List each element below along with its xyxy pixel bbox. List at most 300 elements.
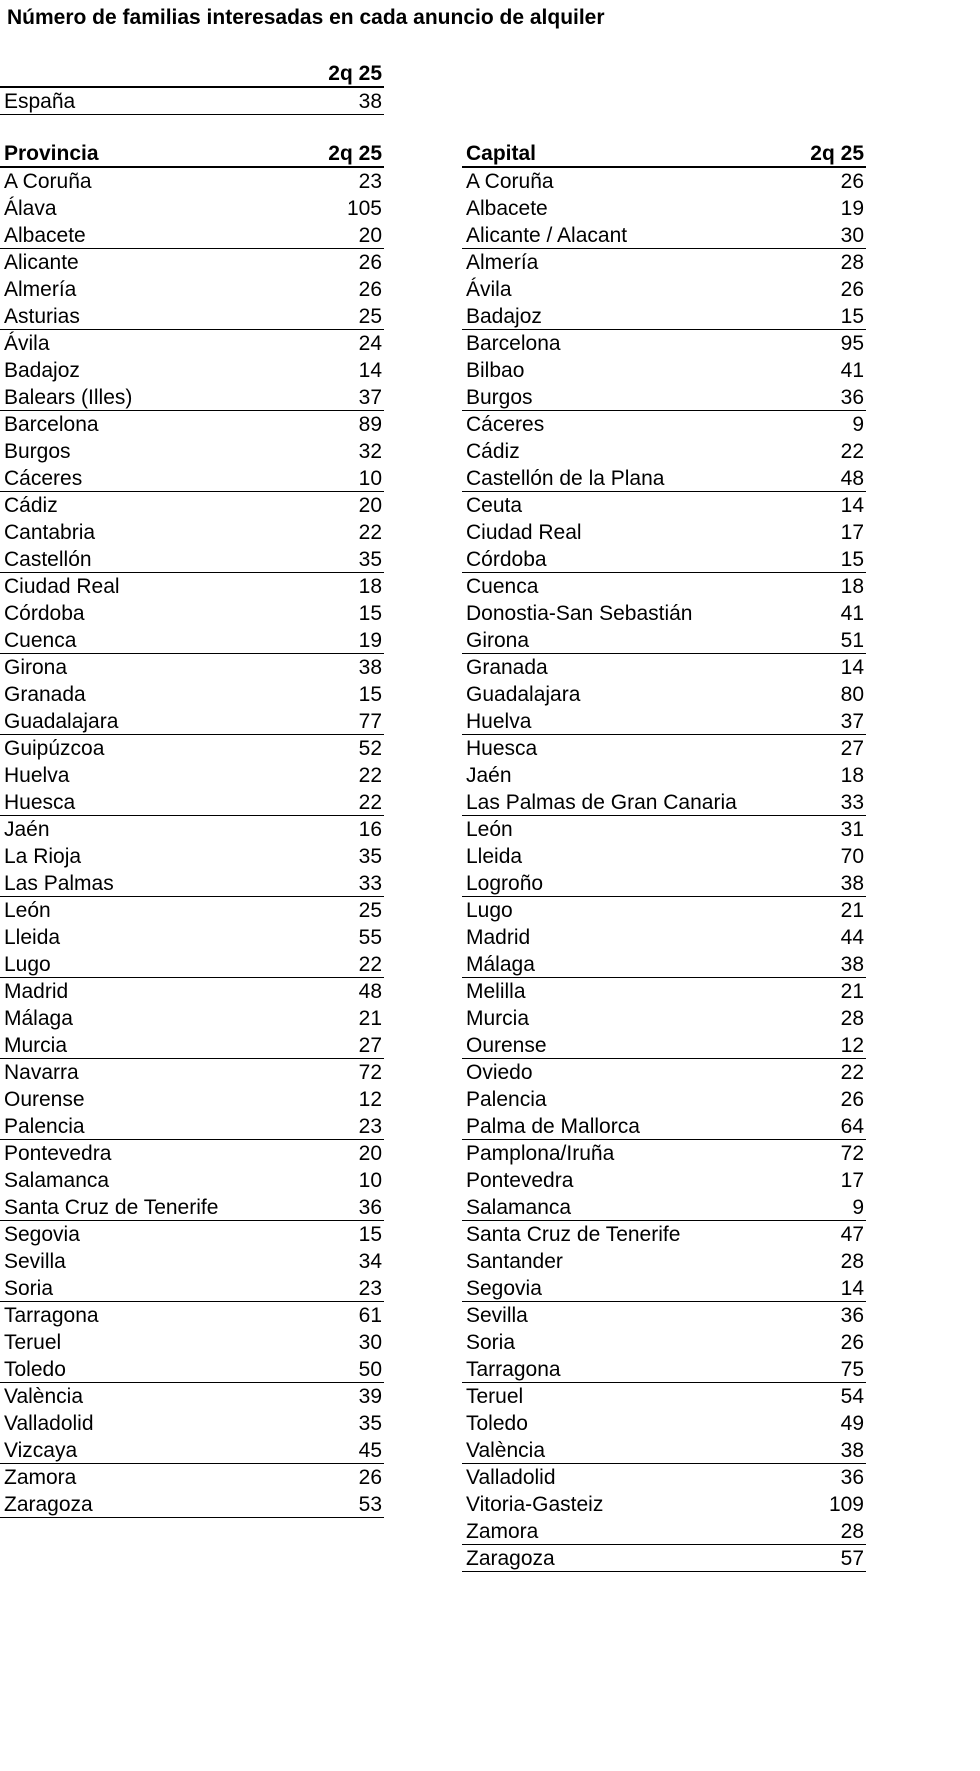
row-name: A Coruña xyxy=(4,170,92,193)
row-value: 70 xyxy=(840,845,864,868)
table-row xyxy=(462,735,866,762)
table-row xyxy=(0,411,384,438)
row-name: Girona xyxy=(4,656,68,679)
table-row xyxy=(0,843,384,870)
table-row xyxy=(462,1113,866,1140)
row-value: 20 xyxy=(358,223,382,247)
row-value: 14 xyxy=(358,359,382,382)
row-value: 9 xyxy=(852,1195,864,1219)
row-name: Guadalajara xyxy=(4,709,119,733)
table-row xyxy=(462,843,866,870)
row-name: Zaragoza xyxy=(466,1546,555,1570)
capital-header-row xyxy=(462,140,866,168)
row-name: Cuenca xyxy=(4,628,77,652)
row-name: Toledo xyxy=(4,1357,66,1381)
row-name: Zamora xyxy=(4,1466,77,1489)
row-value: 39 xyxy=(358,1385,382,1408)
table-row xyxy=(0,303,384,330)
table-row xyxy=(462,1383,866,1410)
table-row xyxy=(0,708,384,735)
table-row xyxy=(0,492,384,519)
table-row xyxy=(0,1005,384,1032)
provincia-table xyxy=(0,140,384,1518)
table-row xyxy=(0,1221,384,1248)
table-row xyxy=(0,951,384,978)
row-value: 26 xyxy=(358,1466,382,1489)
capital-table xyxy=(462,140,866,1572)
table-row xyxy=(0,1437,384,1464)
table-row xyxy=(0,681,384,708)
row-value: 37 xyxy=(358,385,382,409)
row-value: 22 xyxy=(358,952,382,976)
row-name: Segovia xyxy=(4,1223,80,1246)
row-value: 89 xyxy=(358,413,382,436)
table-row xyxy=(0,546,384,573)
row-value: 31 xyxy=(840,818,864,841)
row-value: 28 xyxy=(840,1519,864,1543)
table-row xyxy=(0,762,384,789)
table-row xyxy=(462,1356,866,1383)
row-value: 33 xyxy=(358,871,382,895)
row-name: Alicante xyxy=(4,251,79,274)
table-row xyxy=(0,1113,384,1140)
row-value: 33 xyxy=(840,790,864,814)
row-value: 15 xyxy=(358,602,382,625)
row-value: 21 xyxy=(840,980,864,1003)
row-value: 23 xyxy=(358,1114,382,1138)
row-name: Jaén xyxy=(4,818,50,841)
row-name: Huesca xyxy=(466,737,538,760)
row-value: 15 xyxy=(840,304,864,328)
row-value: 21 xyxy=(840,899,864,922)
row-name: Valladolid xyxy=(466,1466,556,1489)
row-name: València xyxy=(466,1438,545,1462)
row-name: Girona xyxy=(466,628,530,652)
row-value: 109 xyxy=(828,1493,864,1516)
row-value: 50 xyxy=(358,1357,382,1381)
row-value: 15 xyxy=(840,547,864,571)
row-value: 53 xyxy=(358,1492,382,1516)
row-name: Pamplona/Iruña xyxy=(466,1142,615,1165)
table-row xyxy=(462,1437,866,1464)
table-row xyxy=(462,951,866,978)
row-value: 36 xyxy=(840,1466,864,1489)
row-value: 44 xyxy=(840,926,864,949)
table-row xyxy=(462,195,866,222)
table-row xyxy=(0,924,384,951)
table-row xyxy=(462,789,866,816)
row-value: 24 xyxy=(358,332,382,355)
row-value: 51 xyxy=(840,628,864,652)
row-value: 26 xyxy=(840,1331,864,1354)
row-value: 38 xyxy=(840,871,864,895)
row-value: 20 xyxy=(358,494,382,517)
row-value: 23 xyxy=(358,170,382,193)
row-name: Cuenca xyxy=(466,575,539,598)
table-row xyxy=(0,978,384,1005)
row-value: 30 xyxy=(840,223,864,247)
provincia-header-value: 2q 25 xyxy=(328,141,382,165)
table-row xyxy=(462,573,866,600)
row-value: 37 xyxy=(840,709,864,733)
provincia-header-row xyxy=(0,140,384,168)
table-row xyxy=(462,762,866,789)
row-value: 72 xyxy=(840,1142,864,1165)
spain-value: 38 xyxy=(358,89,382,113)
row-name: Cantabria xyxy=(4,521,96,544)
table-row xyxy=(0,1194,384,1221)
row-value: 27 xyxy=(358,1033,382,1057)
row-value: 95 xyxy=(840,332,864,355)
row-name: Ávila xyxy=(466,278,512,301)
row-name: Vitoria-Gasteiz xyxy=(466,1493,604,1516)
row-name: Las Palmas de Gran Canaria xyxy=(466,790,737,814)
row-value: 15 xyxy=(358,683,382,706)
table-row xyxy=(462,1329,866,1356)
table-row xyxy=(462,681,866,708)
provincia-table-body xyxy=(0,168,384,1518)
row-name: Santa Cruz de Tenerife xyxy=(466,1223,681,1246)
table-row xyxy=(0,1167,384,1194)
row-value: 35 xyxy=(358,845,382,868)
row-name: Albacete xyxy=(4,223,86,247)
table-row xyxy=(0,1329,384,1356)
row-name: Palencia xyxy=(466,1088,547,1111)
table-row xyxy=(0,249,384,276)
row-name: Zamora xyxy=(466,1519,539,1543)
row-value: 27 xyxy=(840,737,864,760)
spain-name: España xyxy=(4,89,76,113)
row-value: 55 xyxy=(358,926,382,949)
row-name: Sevilla xyxy=(4,1250,66,1273)
row-name: La Rioja xyxy=(4,845,82,868)
row-name: Huelva xyxy=(466,709,532,733)
row-name: Santa Cruz de Tenerife xyxy=(4,1195,219,1219)
row-name: Valladolid xyxy=(4,1412,94,1435)
table-row xyxy=(0,195,384,222)
table-row xyxy=(0,1464,384,1491)
row-value: 54 xyxy=(840,1385,864,1408)
table-row xyxy=(462,384,866,411)
table-row xyxy=(462,1302,866,1329)
row-value: 28 xyxy=(840,1007,864,1030)
table-row xyxy=(462,276,866,303)
row-name: Donostia-San Sebastián xyxy=(466,602,693,625)
row-name: Bilbao xyxy=(466,359,525,382)
row-value: 25 xyxy=(358,304,382,328)
table-row xyxy=(0,600,384,627)
row-name: Ourense xyxy=(466,1033,547,1057)
row-name: Teruel xyxy=(466,1385,524,1408)
row-name: Soria xyxy=(466,1331,516,1354)
row-value: 19 xyxy=(358,628,382,652)
table-row xyxy=(462,222,866,249)
row-value: 22 xyxy=(840,1061,864,1084)
row-value: 17 xyxy=(840,1169,864,1192)
table-row xyxy=(0,357,384,384)
table-row xyxy=(462,411,866,438)
row-name: Ourense xyxy=(4,1088,85,1111)
row-name: Cáceres xyxy=(4,466,83,490)
row-value: 28 xyxy=(840,1250,864,1273)
row-name: Badajoz xyxy=(4,359,80,382)
table-row xyxy=(462,492,866,519)
row-value: 12 xyxy=(358,1088,382,1111)
row-name: Álava xyxy=(4,197,57,220)
row-value: 14 xyxy=(840,656,864,679)
row-value: 77 xyxy=(358,709,382,733)
table-row xyxy=(0,465,384,492)
table-row xyxy=(462,870,866,897)
table-row xyxy=(0,438,384,465)
table-row xyxy=(462,1410,866,1437)
row-name: Lugo xyxy=(466,899,513,922)
row-value: 18 xyxy=(840,575,864,598)
row-name: Alicante / Alacant xyxy=(466,223,628,247)
row-value: 25 xyxy=(358,899,382,922)
row-value: 61 xyxy=(358,1304,382,1327)
row-name: Las Palmas xyxy=(4,871,114,895)
row-name: Murcia xyxy=(4,1033,68,1057)
table-row xyxy=(0,1302,384,1329)
row-name: Pontevedra xyxy=(4,1142,112,1165)
row-name: Palma de Mallorca xyxy=(466,1114,640,1138)
row-name: Cáceres xyxy=(466,413,545,436)
row-name: Guipúzcoa xyxy=(4,737,105,760)
table-row xyxy=(462,330,866,357)
table-row xyxy=(0,573,384,600)
row-name: Ávila xyxy=(4,332,50,355)
row-name: Toledo xyxy=(466,1412,528,1435)
table-row xyxy=(462,1275,866,1302)
row-value: 17 xyxy=(840,521,864,544)
table-row xyxy=(462,897,866,924)
table-row xyxy=(0,1410,384,1437)
row-value: 21 xyxy=(358,1007,382,1030)
table-row xyxy=(462,249,866,276)
row-name: Almería xyxy=(4,278,77,301)
row-name: Jaén xyxy=(466,764,512,787)
provincia-header-name: Provincia xyxy=(4,141,99,165)
spain-table xyxy=(0,60,384,115)
row-name: Huelva xyxy=(4,764,70,787)
row-value: 22 xyxy=(840,440,864,463)
row-name: Salamanca xyxy=(466,1195,572,1219)
table-row xyxy=(0,897,384,924)
table-row xyxy=(462,708,866,735)
row-name: Lleida xyxy=(4,926,61,949)
table-row xyxy=(462,1545,866,1572)
row-name: León xyxy=(4,899,51,922)
table-row xyxy=(0,735,384,762)
table-row xyxy=(0,1248,384,1275)
row-value: 22 xyxy=(358,790,382,814)
row-name: Madrid xyxy=(4,980,69,1003)
row-name: Murcia xyxy=(466,1007,530,1030)
table-row xyxy=(0,654,384,681)
row-name: Pontevedra xyxy=(466,1169,574,1192)
row-name: Ciudad Real xyxy=(4,575,120,598)
table-row xyxy=(462,1005,866,1032)
row-name: Segovia xyxy=(466,1276,542,1300)
row-name: Teruel xyxy=(4,1331,62,1354)
spain-row xyxy=(0,88,384,115)
table-row xyxy=(0,384,384,411)
row-value: 75 xyxy=(840,1357,864,1381)
row-name: Palencia xyxy=(4,1114,85,1138)
table-row xyxy=(462,600,866,627)
table-row xyxy=(462,1464,866,1491)
table-row xyxy=(0,222,384,249)
table-row xyxy=(0,330,384,357)
row-value: 38 xyxy=(840,1438,864,1462)
row-name: A Coruña xyxy=(466,170,554,193)
table-row xyxy=(0,816,384,843)
row-name: Tarragona xyxy=(4,1304,99,1327)
spain-header-row xyxy=(0,60,384,88)
row-name: Lugo xyxy=(4,952,51,976)
row-name: Castellón xyxy=(4,547,92,571)
table-row xyxy=(462,1167,866,1194)
capital-header-value: 2q 25 xyxy=(810,141,864,165)
row-value: 26 xyxy=(840,1088,864,1111)
row-name: León xyxy=(466,818,513,841)
row-name: Badajoz xyxy=(466,304,542,328)
table-row xyxy=(462,1194,866,1221)
row-name: Málaga xyxy=(466,952,535,976)
table-row xyxy=(462,1086,866,1113)
row-name: Soria xyxy=(4,1276,54,1300)
table-row xyxy=(462,546,866,573)
table-row xyxy=(0,789,384,816)
row-name: Salamanca xyxy=(4,1169,110,1192)
row-value: 45 xyxy=(358,1438,382,1462)
row-value: 48 xyxy=(840,466,864,490)
row-name: Barcelona xyxy=(466,332,561,355)
row-name: Madrid xyxy=(466,926,531,949)
page-title: Número de familias interesadas en cada anuncio de alquiler xyxy=(7,6,605,29)
row-value: 38 xyxy=(840,952,864,976)
table-row xyxy=(0,1356,384,1383)
table-row xyxy=(0,1275,384,1302)
table-row xyxy=(462,1140,866,1167)
row-value: 41 xyxy=(840,602,864,625)
table-row xyxy=(462,1032,866,1059)
row-value: 22 xyxy=(358,764,382,787)
table-row xyxy=(462,1221,866,1248)
table-row xyxy=(0,1383,384,1410)
row-name: Granada xyxy=(466,656,548,679)
row-value: 57 xyxy=(840,1546,864,1570)
table-row xyxy=(0,870,384,897)
table-row xyxy=(0,276,384,303)
row-name: Ceuta xyxy=(466,494,523,517)
row-value: 10 xyxy=(358,466,382,490)
row-name: Barcelona xyxy=(4,413,99,436)
row-value: 49 xyxy=(840,1412,864,1435)
table-row xyxy=(462,816,866,843)
row-name: Oviedo xyxy=(466,1061,533,1084)
row-name: Sevilla xyxy=(466,1304,528,1327)
row-value: 15 xyxy=(358,1223,382,1246)
table-row xyxy=(0,168,384,195)
row-name: Tarragona xyxy=(466,1357,561,1381)
row-value: 9 xyxy=(852,413,864,436)
row-name: Huesca xyxy=(4,790,76,814)
table-row xyxy=(462,627,866,654)
row-value: 34 xyxy=(358,1250,382,1273)
row-value: 26 xyxy=(840,170,864,193)
row-value: 36 xyxy=(840,385,864,409)
row-name: Vizcaya xyxy=(4,1438,78,1462)
row-value: 14 xyxy=(840,494,864,517)
row-value: 80 xyxy=(840,683,864,706)
row-value: 72 xyxy=(358,1061,382,1084)
row-value: 35 xyxy=(358,1412,382,1435)
table-row xyxy=(462,168,866,195)
row-value: 22 xyxy=(358,521,382,544)
row-value: 18 xyxy=(840,764,864,787)
row-name: Granada xyxy=(4,683,86,706)
table-row xyxy=(0,519,384,546)
row-value: 32 xyxy=(358,440,382,463)
row-name: Guadalajara xyxy=(466,683,581,706)
table-row xyxy=(462,978,866,1005)
row-value: 52 xyxy=(358,737,382,760)
table-row xyxy=(462,519,866,546)
spain-header-value: 2q 25 xyxy=(328,61,382,85)
row-name: Lleida xyxy=(466,845,523,868)
table-row xyxy=(0,1032,384,1059)
row-value: 26 xyxy=(840,278,864,301)
row-value: 28 xyxy=(840,251,864,274)
table-row xyxy=(462,438,866,465)
row-value: 20 xyxy=(358,1142,382,1165)
row-name: Ciudad Real xyxy=(466,521,582,544)
row-name: Castellón de la Plana xyxy=(466,466,665,490)
capital-table-body xyxy=(462,168,866,1572)
row-value: 16 xyxy=(358,818,382,841)
row-name: Melilla xyxy=(466,980,526,1003)
row-value: 26 xyxy=(358,278,382,301)
row-name: Cádiz xyxy=(4,494,58,517)
table-row xyxy=(0,627,384,654)
table-row xyxy=(462,1059,866,1086)
row-value: 38 xyxy=(358,656,382,679)
row-value: 64 xyxy=(840,1114,864,1138)
row-value: 12 xyxy=(840,1033,864,1057)
table-row xyxy=(462,654,866,681)
row-value: 10 xyxy=(358,1169,382,1192)
row-name: Burgos xyxy=(4,440,71,463)
row-value: 26 xyxy=(358,251,382,274)
table-row xyxy=(462,303,866,330)
row-value: 35 xyxy=(358,547,382,571)
row-value: 47 xyxy=(840,1223,864,1246)
table-row xyxy=(462,465,866,492)
row-name: Santander xyxy=(466,1250,563,1273)
row-name: Córdoba xyxy=(4,602,85,625)
table-row xyxy=(462,1248,866,1275)
table-row xyxy=(0,1059,384,1086)
row-value: 19 xyxy=(840,197,864,220)
row-name: Albacete xyxy=(466,197,548,220)
row-name: Balears (Illes) xyxy=(4,385,133,409)
capital-header-name: Capital xyxy=(466,141,537,165)
table-row xyxy=(462,1491,866,1518)
row-name: Zaragoza xyxy=(4,1492,93,1516)
table-row xyxy=(0,1086,384,1113)
